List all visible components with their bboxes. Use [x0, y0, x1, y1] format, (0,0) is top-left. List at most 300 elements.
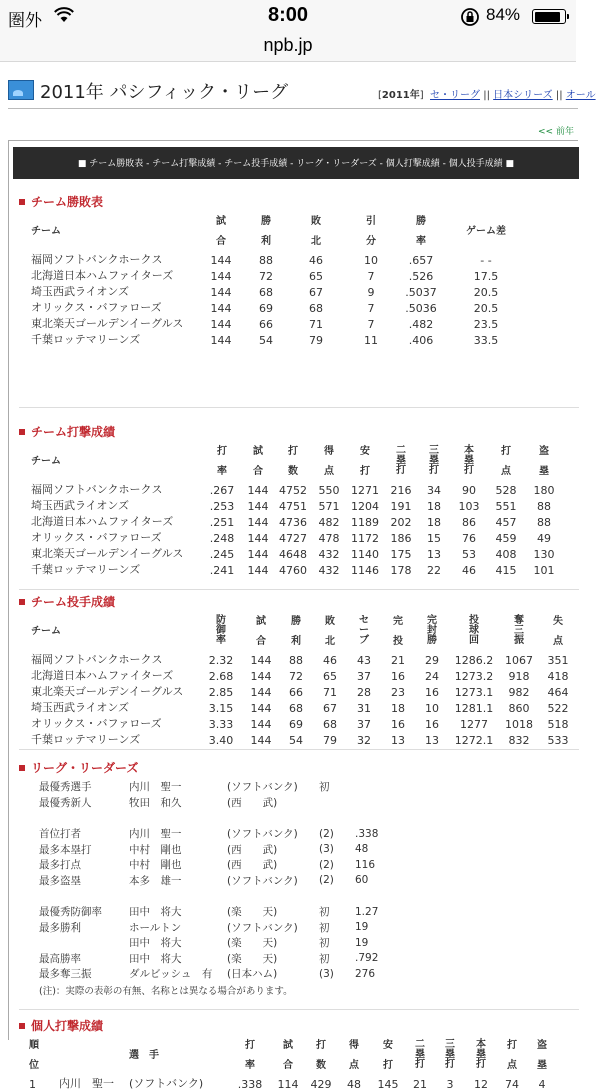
table-row — [31, 715, 577, 731]
table-cell: 571 — [318, 500, 340, 513]
table-header-row: 合 利 北 分 率 — [216, 235, 426, 247]
table-cell: 144 — [247, 516, 269, 529]
standings-table — [31, 211, 531, 347]
table-row — [39, 919, 405, 935]
nav-link-allstar[interactable]: オール — [565, 90, 596, 101]
table-cell: 54 — [259, 334, 273, 347]
table-row — [39, 826, 405, 842]
row-label — [39, 810, 129, 826]
square-bullet-icon — [19, 765, 25, 771]
table-cell: 13 — [425, 734, 439, 747]
table-cell: 牧田 和久 — [129, 796, 182, 809]
table-row — [31, 513, 563, 529]
table-cell: 10 — [364, 254, 378, 267]
table-cell: .267 — [209, 484, 235, 497]
table-header-row: 位 率 合 数 点 打 点 塁 — [29, 1059, 547, 1071]
table-cell: 内川 聖一 — [129, 828, 182, 841]
table-cell: 19 — [355, 921, 369, 934]
table-cell: 46 — [309, 254, 323, 267]
table-row — [39, 951, 405, 967]
table-cell: 1172 — [351, 532, 379, 545]
table-cell: 11 — [364, 334, 378, 347]
table-cell: .526 — [408, 270, 434, 283]
clock: 8:00 — [267, 4, 309, 26]
row-label: 最優秀選手 — [39, 781, 92, 794]
standings-section — [19, 193, 531, 347]
table-cell: (楽 天) — [227, 906, 278, 919]
leaders-section — [19, 759, 405, 997]
table-cell: .251 — [209, 516, 235, 529]
table-cell: 4751 — [279, 500, 307, 513]
nav-link-central[interactable]: セ・リーグ — [430, 90, 481, 101]
table-cell: 1277 — [460, 718, 488, 731]
table-cell: 2.68 — [208, 670, 234, 683]
page-header — [8, 76, 596, 106]
battery-icon — [532, 9, 566, 24]
table-cell: 69 — [289, 718, 303, 731]
table-row — [39, 795, 405, 811]
row-label: オリックス・バファローズ — [31, 301, 162, 314]
row-label: 福岡ソフトバンクホークス — [31, 253, 163, 266]
table-cell: .5037 — [405, 286, 437, 299]
table-cell: 18 — [427, 516, 441, 529]
table-cell — [355, 810, 405, 826]
table-cell: .657 — [408, 254, 434, 267]
table-cell: (楽 天) — [227, 952, 278, 965]
table-cell: 1281.1 — [454, 702, 494, 715]
table-cell: 518 — [547, 718, 569, 731]
table-cell: 144 — [247, 564, 269, 577]
url-text: npb.jp — [263, 35, 313, 55]
table-cell: 66 — [259, 318, 273, 331]
row-label: オリックス・バファローズ — [31, 717, 162, 730]
table-cell: 16 — [391, 718, 405, 731]
table-row — [31, 529, 563, 545]
table-cell: 482 — [318, 516, 340, 529]
table-cell: 3.40 — [208, 734, 234, 747]
table-cell: 43 — [357, 654, 371, 667]
table-cell: 46 — [323, 654, 337, 667]
table-cell: 19 — [355, 936, 369, 949]
row-label: 最多本塁打 — [39, 843, 92, 856]
table-cell: 21 — [413, 1078, 427, 1091]
table-cell — [129, 810, 227, 826]
table-cell: 18 — [391, 702, 405, 715]
table-cell: 90 — [462, 484, 476, 497]
table-header-row: チーム 試 勝 敗 引 勝 ゲーム差 — [31, 215, 506, 237]
table-cell: (2) — [319, 858, 334, 871]
table-cell: (西 武) — [227, 843, 278, 856]
square-bullet-icon — [19, 429, 25, 435]
table-cell: 31 — [357, 702, 371, 715]
leaders-note: (注)：実際の表彰の有無、名称とは異なる場合があります。 — [39, 985, 293, 997]
row-label: 首位打者 — [39, 828, 81, 841]
table-cell: 32 — [357, 734, 371, 747]
status-bar — [0, 0, 576, 32]
table-cell: (ソフトバンク) — [227, 781, 298, 794]
table-cell: 23.5 — [473, 318, 499, 331]
row-label: 東北楽天ゴールデンイーグルス — [31, 547, 184, 560]
table-cell: 初 — [319, 937, 330, 950]
table-cell: 144 — [210, 334, 232, 347]
table-cell: 88 — [289, 654, 303, 667]
row-label: 埼玉西武ライオンズ — [31, 701, 130, 714]
table-cell: 144 — [250, 702, 272, 715]
table-cell: .248 — [209, 532, 235, 545]
table-row — [31, 315, 531, 331]
table-cell — [227, 810, 319, 826]
pitching-section — [19, 593, 577, 747]
table-cell: 144 — [210, 286, 232, 299]
table-row — [31, 651, 577, 667]
table-cell: 860 — [508, 702, 530, 715]
table-cell: 351 — [547, 654, 569, 667]
table-row — [31, 331, 531, 347]
battery-percent: 84% — [486, 5, 521, 24]
table-cell: 528 — [495, 484, 517, 497]
table-row — [31, 283, 531, 299]
table-cell: - - — [480, 254, 492, 267]
table-cell: 4 — [538, 1078, 546, 1091]
table-cell: 18 — [427, 500, 441, 513]
table-cell: 4736 — [279, 516, 307, 529]
table-cell: .792 — [355, 952, 379, 965]
table-cell: 内川 聖一 — [129, 781, 182, 794]
table-row — [39, 841, 405, 857]
table-cell: 67 — [323, 702, 337, 715]
table-cell: 144 — [250, 686, 272, 699]
table-cell: 478 — [318, 532, 340, 545]
table-cell: 144 — [210, 254, 232, 267]
page-content — [0, 62, 596, 1091]
section-divider — [19, 589, 579, 590]
nav-link-japan-series[interactable]: 日本シリーズ — [493, 90, 553, 101]
table-cell: 86 — [462, 516, 476, 529]
table-cell: 22 — [427, 564, 441, 577]
table-header-row: 順 選 手 打 試 打 得 安 二塁打 三塁打 本塁打 打 盗 — [29, 1039, 547, 1070]
table-cell: 12 — [474, 1078, 488, 1091]
table-cell: (日本ハム) — [227, 968, 278, 981]
table-cell: .482 — [408, 318, 434, 331]
table-cell: 144 — [250, 718, 272, 731]
table-cell: 13 — [427, 548, 441, 561]
table-cell: 116 — [355, 858, 376, 871]
table-row — [39, 888, 405, 904]
league-leaders-table — [39, 779, 405, 982]
team-batting-table — [31, 441, 563, 577]
table-cell: 178 — [390, 564, 412, 577]
prev-year-link[interactable]: << 前年 — [538, 127, 574, 137]
table-cell: 144 — [210, 318, 232, 331]
row-label — [39, 888, 129, 904]
row-label: オリックス・バファローズ — [31, 531, 162, 544]
table-cell: 46 — [462, 564, 476, 577]
square-bullet-icon — [19, 599, 25, 605]
table-header-row: 率 合 数 点 打 点 塁 — [217, 465, 549, 477]
header-divider — [8, 108, 578, 109]
table-cell: (2) — [319, 874, 334, 887]
table-cell: 33.5 — [473, 334, 499, 347]
table-row — [39, 810, 405, 826]
address-bar[interactable] — [0, 32, 576, 62]
table-cell: 522 — [547, 702, 569, 715]
table-cell: 144 — [247, 548, 269, 561]
table-cell — [129, 888, 227, 904]
table-row — [39, 779, 405, 795]
table-header-row: チーム 防御率 試 勝 敗 セーブ 完 完封勝 投球回 奪三振 失 — [31, 615, 563, 646]
table-cell: 429 — [310, 1078, 332, 1091]
table-header-row: チーム 打 試 打 得 安 二塁打 三塁打 本塁打 打 盗 — [31, 445, 549, 476]
table-cell: 832 — [508, 734, 530, 747]
table-cell: 10 — [425, 702, 439, 715]
section-title: チーム勝敗表 — [19, 193, 531, 211]
table-row — [39, 966, 405, 982]
table-cell: 533 — [547, 734, 569, 747]
table-cell: 88 — [537, 500, 551, 513]
table-row — [31, 267, 531, 283]
section-divider — [19, 407, 579, 408]
table-cell: 4648 — [279, 548, 307, 561]
table-cell: 48 — [355, 843, 369, 856]
table-cell: (ソフトバンク) — [227, 828, 298, 841]
table-cell: 88 — [259, 254, 273, 267]
table-cell: 9 — [367, 286, 375, 299]
table-cell: 68 — [309, 302, 323, 315]
table-cell: .5036 — [405, 302, 437, 315]
table-cell — [355, 888, 405, 904]
table-cell: 初 — [319, 781, 330, 794]
table-cell: 408 — [495, 548, 517, 561]
team-pitching-table — [31, 611, 577, 747]
table-cell: (2) — [319, 827, 334, 840]
table-cell: 37 — [357, 670, 371, 683]
section-title: チーム投手成績 — [19, 593, 577, 611]
table-cell: 28 — [357, 686, 371, 699]
table-cell: (ソフトバンク) — [129, 1077, 204, 1090]
table-cell: (楽 天) — [227, 937, 278, 950]
row-label: 最多盗塁 — [39, 874, 81, 887]
table-cell: 101 — [533, 564, 555, 577]
table-cell: 13 — [391, 734, 405, 747]
table-cell: 54 — [289, 734, 303, 747]
table-cell: ダルビッシュ 有 — [129, 968, 213, 981]
table-cell: 2.85 — [208, 686, 234, 699]
table-cell: 418 — [547, 670, 569, 683]
table-cell — [355, 779, 405, 795]
table-cell: 144 — [247, 500, 269, 513]
table-cell: 68 — [289, 702, 303, 715]
table-cell: 103 — [458, 500, 480, 513]
table-cell: 16 — [425, 718, 439, 731]
table-cell: 459 — [495, 532, 517, 545]
row-label: 北海道日本ハムファイターズ — [31, 269, 174, 282]
table-cell: 16 — [391, 670, 405, 683]
table-cell: 中村 剛也 — [129, 843, 182, 856]
table-cell: 3.15 — [208, 702, 234, 715]
table-row — [31, 251, 531, 267]
row-label: 最優秀新人 — [39, 796, 92, 809]
table-cell: 1189 — [351, 516, 379, 529]
table-cell: 37 — [357, 718, 371, 731]
table-header-row: 合 利 北 投 点 — [256, 635, 563, 647]
table-row — [39, 857, 405, 873]
table-cell: 1067 — [505, 654, 533, 667]
table-cell: 23 — [391, 686, 405, 699]
table-cell: 130 — [533, 548, 555, 561]
table-cell — [319, 888, 355, 904]
table-cell: 69 — [259, 302, 273, 315]
table-cell: 464 — [547, 686, 569, 699]
table-cell — [319, 795, 355, 811]
table-cell: 918 — [508, 670, 530, 683]
row-label: 東北楽天ゴールデンイーグルス — [31, 317, 184, 330]
table-cell: 7 — [367, 302, 375, 315]
row-label: 千葉ロッテマリーンズ — [31, 563, 141, 576]
batting-section — [19, 423, 563, 577]
table-cell: 72 — [259, 270, 273, 283]
table-cell: 71 — [323, 686, 337, 699]
section-menu-bar[interactable]: ■ チーム勝敗表 - チーム打撃成績 - チーム投手成績 - リーグ・リーダーズ - 個人打撃成績 - 個人投手成績 ■ — [13, 147, 579, 179]
section-divider — [19, 1009, 579, 1010]
table-cell — [319, 810, 355, 826]
table-cell: 4752 — [279, 484, 307, 497]
table-cell: 初 — [319, 952, 330, 965]
table-cell: 550 — [318, 484, 340, 497]
table-cell: 65 — [323, 670, 337, 683]
row-label: 北海道日本ハムファイターズ — [31, 515, 174, 528]
table-cell: 186 — [390, 532, 412, 545]
table-row — [31, 561, 563, 577]
table-cell: (ソフトバンク) — [227, 921, 298, 934]
row-label: 千葉ロッテマリーンズ — [31, 733, 141, 746]
table-cell: 初 — [319, 921, 330, 934]
row-label: 埼玉西武ライオンズ — [31, 285, 130, 298]
table-cell: 114 — [277, 1078, 299, 1091]
table-cell: 1140 — [351, 548, 379, 561]
section-title: チーム打撃成績 — [19, 423, 563, 441]
table-cell: (西 武) — [227, 859, 278, 872]
table-cell: 144 — [247, 532, 269, 545]
table-row — [39, 873, 405, 889]
row-label — [39, 935, 129, 951]
table-row — [31, 481, 563, 497]
table-cell: (3) — [319, 843, 334, 856]
table-cell: 74 — [505, 1078, 519, 1091]
table-cell: 144 — [210, 302, 232, 315]
table-cell: 71 — [309, 318, 323, 331]
table-cell: 53 — [462, 548, 476, 561]
table-cell: ホールトン — [129, 921, 182, 934]
table-cell: 7 — [367, 318, 375, 331]
individual-batting-section — [19, 1017, 557, 1091]
table-cell: 216 — [390, 484, 412, 497]
table-cell: (3) — [319, 967, 334, 980]
row-label: 福岡ソフトバンクホークス — [31, 483, 163, 496]
section-title: リーグ・リーダーズ — [19, 759, 405, 777]
table-cell: 20.5 — [473, 286, 499, 299]
table-cell: .241 — [209, 564, 235, 577]
table-row — [29, 1075, 557, 1091]
table-cell: 202 — [390, 516, 412, 529]
carrier-label: 圏外 — [8, 11, 42, 30]
table-cell: 1.27 — [355, 905, 379, 918]
table-row — [31, 667, 577, 683]
table-cell: 4727 — [279, 532, 307, 545]
table-cell: 田中 将大 — [129, 906, 182, 919]
square-bullet-icon — [19, 199, 25, 205]
table-cell: 15 — [427, 532, 441, 545]
row-label: 最多勝利 — [39, 921, 81, 934]
row-label: 最高勝率 — [39, 952, 81, 965]
table-cell: 68 — [259, 286, 273, 299]
table-cell: 982 — [508, 686, 530, 699]
table-cell: 72 — [289, 670, 303, 683]
table-cell: 144 — [250, 654, 272, 667]
table-cell: 1272.1 — [454, 734, 494, 747]
table-cell: 1018 — [505, 718, 533, 731]
table-cell: 16 — [425, 686, 439, 699]
table-cell: 29 — [425, 654, 439, 667]
table-row — [31, 683, 577, 699]
table-cell: 初 — [319, 906, 330, 919]
table-cell: 田中 将大 — [129, 952, 182, 965]
top-nav: [2011年] セ・リーグ || 日本シリーズ || オール — [378, 90, 596, 101]
page-title: 2011年 パシフィック・リーグ — [40, 82, 289, 103]
nav-current-year: 2011年 — [381, 90, 420, 101]
table-row — [31, 497, 563, 513]
table-cell: 1273.2 — [454, 670, 494, 683]
section-title: 個人打撃成績 — [19, 1017, 557, 1035]
table-row — [39, 904, 405, 920]
table-cell: 1286.2 — [454, 654, 494, 667]
table-cell: 内川 聖一 — [59, 1077, 114, 1090]
table-cell: 144 — [210, 270, 232, 283]
row-label: 北海道日本ハムファイターズ — [31, 669, 174, 682]
table-cell: 20.5 — [473, 302, 499, 315]
table-cell: 175 — [390, 548, 412, 561]
table-cell: 79 — [309, 334, 323, 347]
table-cell: 144 — [247, 484, 269, 497]
table-cell: 66 — [289, 686, 303, 699]
table-cell: .253 — [209, 500, 235, 513]
table-cell: .338 — [355, 827, 379, 840]
square-bullet-icon — [19, 1023, 25, 1029]
table-row — [31, 545, 563, 561]
table-cell: 79 — [323, 734, 337, 747]
row-label: 最優秀防御率 — [39, 906, 102, 919]
table-cell: .406 — [408, 334, 434, 347]
table-cell: (西 武) — [227, 796, 278, 809]
table-cell: 67 — [309, 286, 323, 299]
table-cell: 76 — [462, 532, 476, 545]
content-frame — [8, 140, 578, 1091]
table-cell: 4760 — [279, 564, 307, 577]
table-cell: 24 — [425, 670, 439, 683]
table-cell: .245 — [209, 548, 235, 561]
table-cell: 1204 — [351, 500, 379, 513]
table-row — [39, 935, 405, 951]
table-cell — [227, 888, 319, 904]
table-cell: 145 — [377, 1078, 399, 1091]
table-row — [31, 699, 577, 715]
table-cell: 21 — [391, 654, 405, 667]
row-label: 最多打点 — [39, 859, 81, 872]
table-cell: 551 — [495, 500, 517, 513]
rotation-lock-icon — [460, 7, 480, 32]
table-cell: 144 — [250, 670, 272, 683]
table-cell: 432 — [318, 548, 340, 561]
table-cell: 3.33 — [208, 718, 234, 731]
